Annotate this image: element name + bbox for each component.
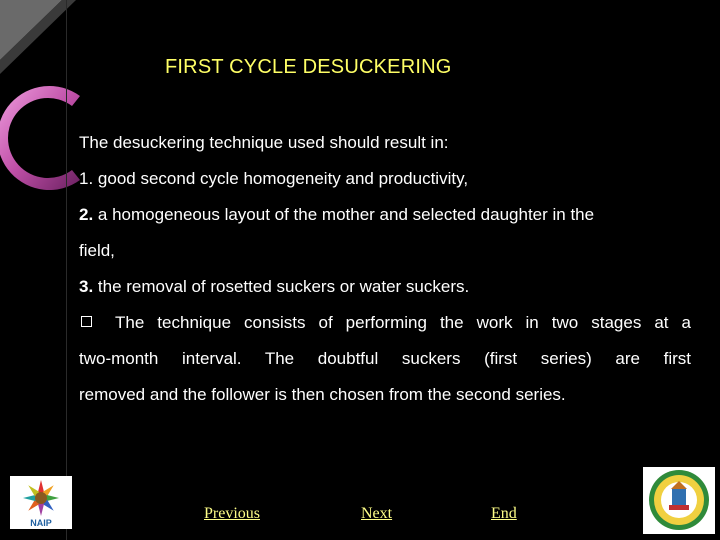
slide-body [79, 125, 691, 413]
item-text: a homogeneous layout of the mother and selected daughter in the [93, 205, 595, 224]
bullet-item [79, 305, 691, 341]
logo-text: NAIP [30, 518, 52, 528]
bullet-text-line: removed and the follower is then chosen from the second series. [79, 385, 566, 404]
item-text: good second cycle homogeneity and productivity, [93, 169, 469, 188]
next-link[interactable]: Next [361, 505, 393, 522]
bullet-text-line: two-month interval. The doubtful suckers (first series) are first [79, 349, 691, 368]
divider-line [66, 0, 67, 540]
item-number: 3. [79, 277, 94, 296]
naip-logo [10, 476, 72, 529]
decorative-corner-graphic [0, 0, 90, 200]
bullet-text-line: The technique consists of performing the work in two stages at a [115, 313, 691, 332]
university-seal-logo [643, 467, 715, 534]
intro-line: The desuckering technique used should result in: [79, 133, 449, 152]
previous-link[interactable]: Previous [204, 505, 260, 522]
item-number: 2. [79, 205, 94, 224]
end-link[interactable]: End [491, 505, 517, 522]
item-text: field, [79, 241, 115, 260]
square-bullet-icon [81, 316, 92, 327]
list-item-continuation [79, 233, 691, 269]
list-item [79, 269, 691, 305]
item-number: 1. [79, 169, 94, 188]
list-item [79, 161, 691, 197]
list-item [79, 197, 691, 233]
item-text: the removal of rosetted suckers or water suckers. [93, 277, 470, 296]
slide-title: FIRST CYCLE DESUCKERING [165, 56, 452, 78]
